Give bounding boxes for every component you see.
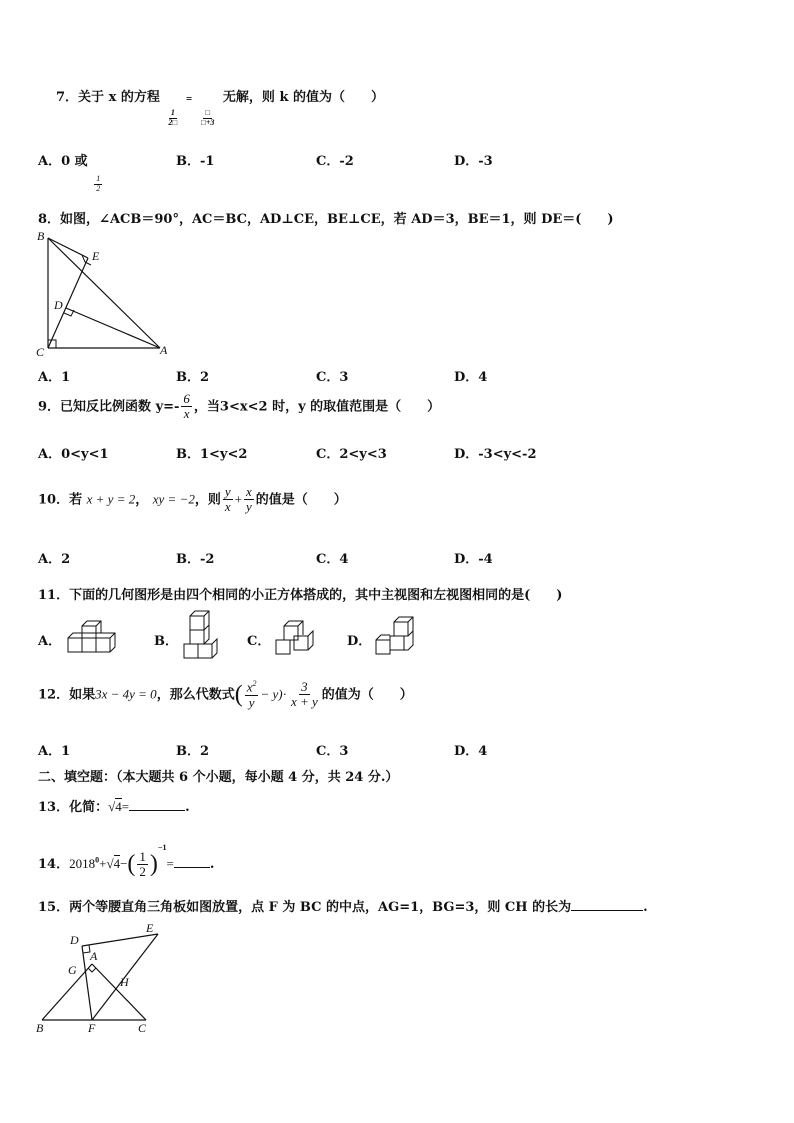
q11-option-c: C． (247, 634, 271, 649)
q11-option-b: B． (154, 634, 178, 649)
q15-label-f: F (88, 1021, 96, 1035)
q11-option-a: A． (38, 634, 62, 649)
q15-answer-blank[interactable] (571, 910, 643, 911)
q15-label-a: A (90, 949, 98, 963)
q7-frac2: $\frac{□}{□+3}$ (201, 108, 215, 127)
q9-option-d: D．-3<y<-2 (454, 447, 537, 462)
q12-stem: 12．如果3x − 4y = 0，那么代数式( $\frac{x^2}{y}$ − y)· $\frac{3}{x + y}$ 的值为（ ） (38, 679, 413, 710)
q7-suffix: 无解，则 k 的值为（ ） (222, 90, 384, 105)
q12-option-a: A．1 (38, 744, 71, 759)
q9-option-a: A．0<y<1 (38, 447, 109, 462)
q12-option-d: D．4 (454, 744, 488, 759)
q7-option-a: A．0 或 $\frac{1}{2}$ (38, 154, 101, 193)
q8-label-a: A (160, 343, 168, 357)
q7-frac1: $\frac{1}{2□}$ (168, 108, 178, 127)
q14-answer-blank[interactable] (174, 867, 210, 868)
q15-label-e: E (146, 921, 154, 935)
q13-answer-blank[interactable] (129, 810, 185, 811)
q9-option-b: B．1<y<2 (176, 447, 248, 462)
section-2-heading: 二、填空题：（本大题共 6 个小题，每小题 4 分，共 24 分.） (38, 770, 399, 785)
q12-option-b: B．2 (176, 744, 210, 759)
q11-cubes-c (272, 618, 320, 658)
q10-option-d: D．-4 (454, 552, 493, 567)
q15-label-c: C (138, 1021, 147, 1035)
q11-cubes-a (64, 620, 122, 656)
q10-option-a: A．2 (38, 552, 71, 567)
q11-option-d: D． (347, 634, 372, 649)
q7-option-d: D．-3 (454, 154, 493, 169)
q7-stem: 7．关于 x 的方程 $\frac{1}{2□}$ = $\frac{□}{□+3}$ 无解，则 k 的值为（ ） (56, 90, 384, 127)
q8-label-e: E (92, 249, 100, 263)
q8-figure (30, 226, 180, 358)
q10-stem: 10．若 x + y = 2， xy = −2，则 $\frac{y}{x}$ + $\frac{x}{y}$ 的值是（ ） (38, 484, 347, 515)
q11-cubes-d (372, 616, 418, 658)
q8-label-c: C (36, 345, 45, 358)
q15-figure (34, 920, 164, 1038)
q15-label-b: B (36, 1021, 44, 1035)
q10-frac2: $\frac{x}{y}$ (246, 484, 252, 515)
q11-cubes-b (180, 610, 222, 662)
q7-option-b: B．-1 (176, 154, 215, 169)
q12-option-c: C．3 (316, 744, 349, 759)
q13-stem: 13．化简：√4= . (38, 799, 190, 815)
q8-option-b: B．2 (176, 370, 210, 385)
q15-label-g: G (68, 963, 77, 977)
q7-prefix: 7．关于 x 的方程 (56, 90, 160, 105)
q10-option-c: C．4 (316, 552, 349, 567)
q8-option-a: A．1 (38, 370, 71, 385)
q8-label-d: D (54, 298, 63, 312)
q14-frac: $\frac{1}{2}$ (139, 848, 146, 879)
q9-option-c: C．2<y<3 (316, 447, 387, 462)
q12-frac1: $\frac{x^2}{y}$ (246, 679, 257, 710)
q8-option-c: C．3 (316, 370, 349, 385)
q8-label-b: B (37, 229, 45, 243)
q9-stem: 9．已知反比例函数 y=- $\frac{6}{x}$ ，当3<x<2 时，y 的取值范围是（ ） (38, 391, 441, 422)
q9-frac: $\frac{6}{x}$ (183, 391, 190, 422)
q8-stem: 8．如图，∠ACB＝90°，AC＝BC，AD⊥CE，BE⊥CE，若 AD＝3，BE＝1，则 DE＝( ) (38, 212, 614, 227)
q8-option-d: D．4 (454, 370, 488, 385)
q15-label-h: H (120, 975, 129, 989)
q15-stem: 15．两个等腰直角三角板如图放置，点 F 为 BC 的中点，AG=1，BG=3，则 CH 的长为 . (38, 900, 648, 915)
q12-frac2: $\frac{3}{x + y}$ (290, 679, 318, 710)
q10-option-b: B．-2 (176, 552, 215, 567)
q14-stem: 14．$2018^0+√4-$( $\frac{1}{2}$ )$^{-1}$= . (38, 843, 215, 879)
q11-stem: 11．下面的几何图形是由四个相同的小正方体搭成的，其中主视图和左视图相同的是( ) (38, 588, 563, 603)
q15-label-d: D (70, 933, 79, 947)
q10-frac1: $\frac{y}{x}$ (224, 484, 231, 515)
q7-option-c: C．-2 (316, 154, 354, 169)
